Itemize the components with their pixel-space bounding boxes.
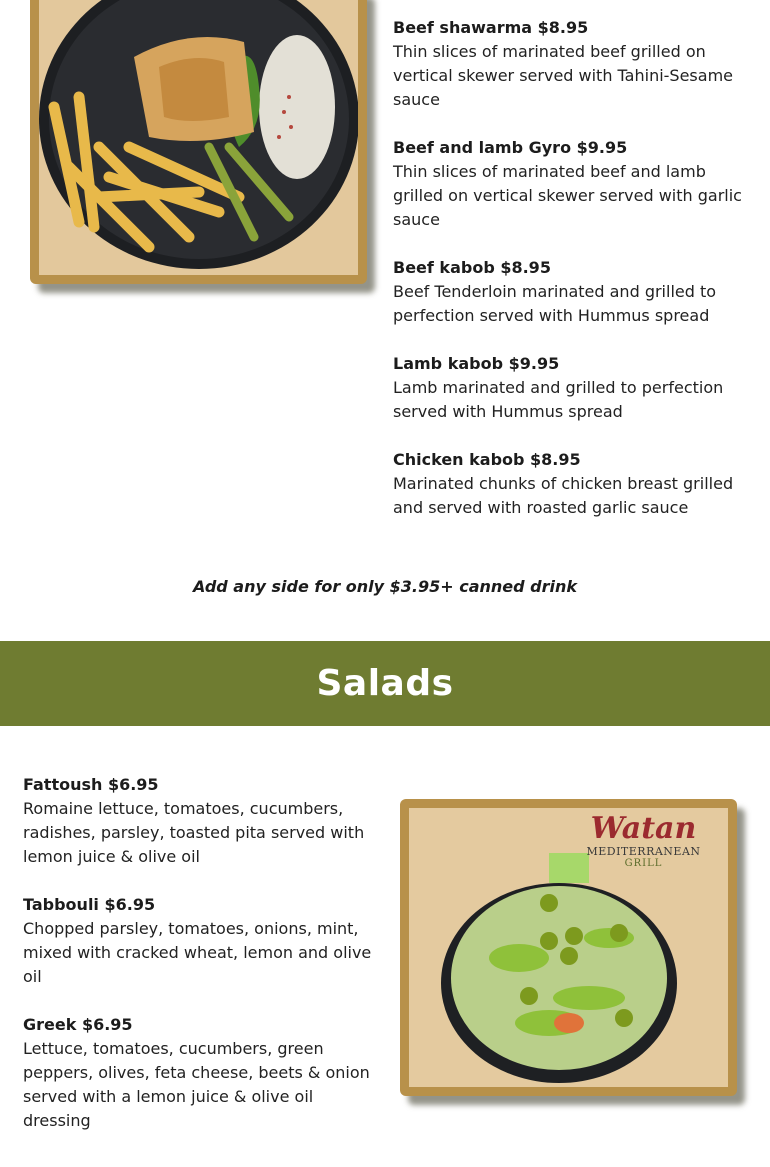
logo-tagline: GRILL (624, 858, 663, 869)
shawarma-plate-photo (30, 0, 367, 284)
menu-item-description: Lamb marinated and grilled to perfection served with Hummus spread (393, 378, 724, 421)
menu-item-description: Thin slices of marinated beef grilled on vertical skewer served with Tahini-Sesame sauce (393, 42, 733, 109)
menu-item-title: Beef kabob $8.95 (393, 258, 551, 277)
salad-list (23, 773, 378, 1157)
menu-item-title: Greek $6.95 (23, 1015, 133, 1034)
menu-item-description: Lettuce, tomatoes, cucumbers, green peppers, olives, feta cheese, beets & onion served with a lemon juice & olive oil dressing (23, 1039, 370, 1130)
watan-logo (571, 812, 716, 870)
menu-item-title: Beef shawarma $8.95 (393, 18, 589, 37)
shawarma-plate-image (39, 0, 358, 275)
menu-item (393, 136, 743, 232)
logo-tagline: MEDITERRANEAN (586, 845, 701, 858)
side-offer-note: Add any side for only $3.95+ canned drink (192, 577, 578, 596)
salad-image (409, 808, 728, 1087)
menu-item (393, 16, 743, 112)
salads-banner (0, 641, 770, 726)
menu-item-title: Lamb kabob $9.95 (393, 354, 560, 373)
menu-item-description: Thin slices of marinated beef and lamb grilled on vertical skewer served with garlic sauce (393, 162, 742, 229)
section-heading: Salads (316, 663, 454, 704)
menu-item-description: Romaine lettuce, tomatoes, cucumbers, radishes, parsley, toasted pita served with lemon juice & olive oil (23, 799, 365, 866)
menu-item (23, 893, 378, 989)
menu-item-title: Fattoush $6.95 (23, 775, 159, 794)
menu-item (393, 448, 743, 520)
menu-item (393, 256, 743, 328)
menu-item-title: Beef and lamb Gyro $9.95 (393, 138, 628, 157)
entree-list (393, 16, 743, 544)
menu-item-description: Beef Tenderloin marinated and grilled to perfection served with Hummus spread (393, 282, 717, 325)
logo-name: Watan (590, 811, 697, 846)
menu-item-description: Marinated chunks of chicken breast grilled and served with roasted garlic sauce (393, 474, 734, 517)
menu-item (393, 352, 743, 424)
menu-item-title: Chicken kabob $8.95 (393, 450, 581, 469)
salad-photo (400, 799, 737, 1096)
menu-item-title: Tabbouli $6.95 (23, 895, 156, 914)
menu-item-description: Chopped parsley, tomatoes, onions, mint, mixed with cracked wheat, lemon and olive oil (23, 919, 372, 986)
menu-item (23, 773, 378, 869)
menu-item (23, 1013, 378, 1133)
